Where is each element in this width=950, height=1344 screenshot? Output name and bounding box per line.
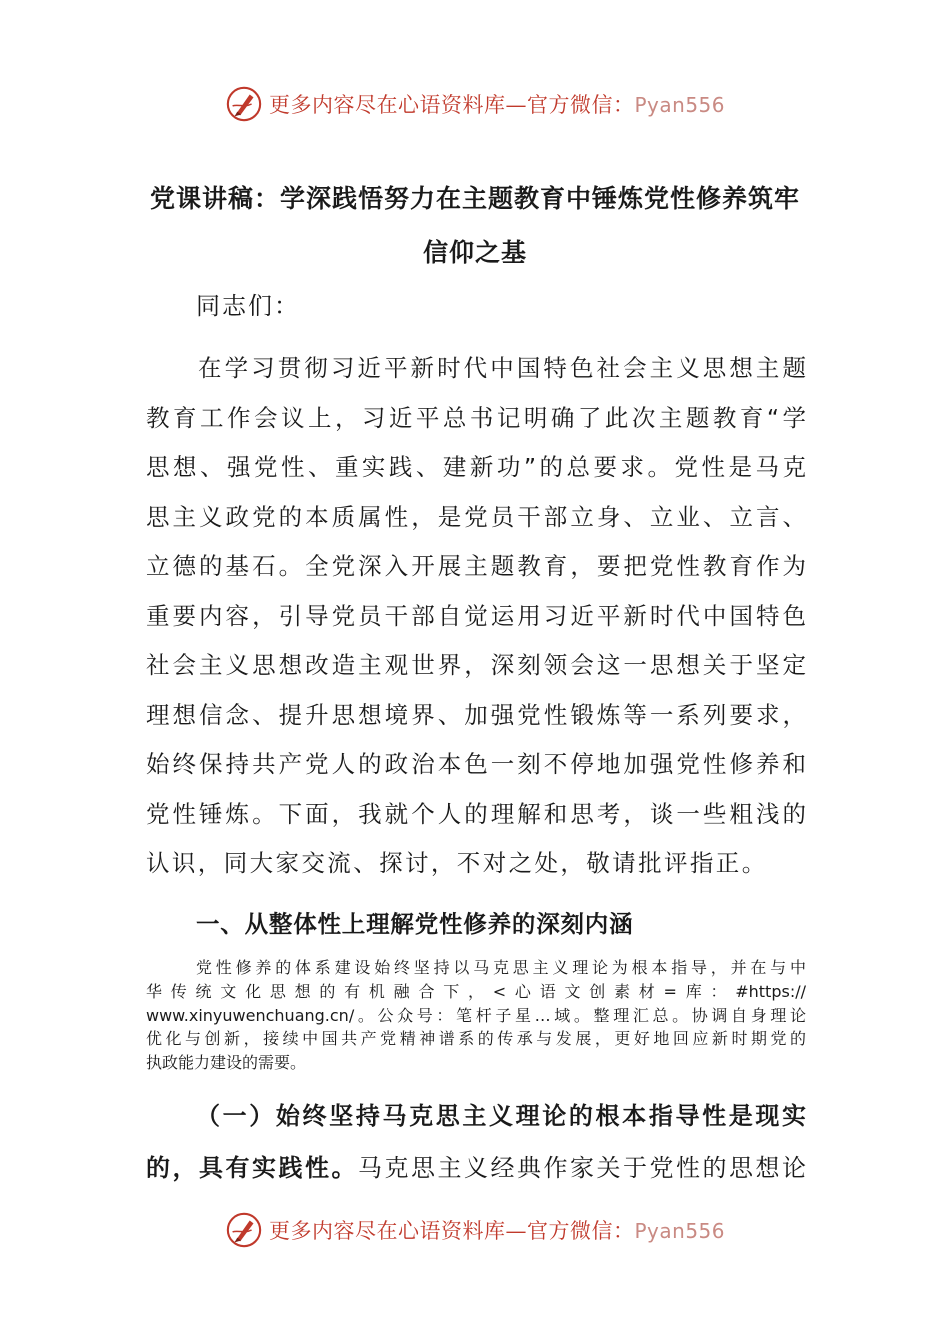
paragraph-line: 始终保持共产党人的政治本色一刻不停地加强党性修养和 (146, 750, 806, 778)
paragraph-line: 立德的基石。全党深入开展主题教育，要把党性教育作为 (146, 552, 806, 580)
paragraph-line: 思想、强党性、重实践、建新功”的总要求。党性是马克 (146, 453, 806, 481)
banner-label: 更多内容尽在心语资料库—官方微信： (268, 93, 635, 117)
salutation: 同志们： (196, 292, 300, 320)
paragraph-line: 教育工作会议上，习近平总书记明确了此次主题教育“学 (146, 403, 806, 432)
banner-text (269, 89, 725, 119)
paragraph-line: 党性锤炼。下面，我就个人的理解和思考，谈一些粗浅的 (146, 799, 806, 828)
small-paragraph (146, 956, 806, 1075)
subsection-line-1 (146, 1090, 806, 1142)
banner-label: 更多内容尽在心语资料库—官方微信： (268, 1219, 635, 1243)
small-line: 优化与创新，接续中国共产党精神谱系的传承与发展，更好地回应新时期党的 (146, 1029, 806, 1049)
footer-banner[interactable] (0, 1208, 950, 1252)
document-title (140, 172, 810, 280)
title-line-1: 党课讲稿：学深践悟努力在主题教育中锤炼党性修养筑牢 (149, 184, 800, 213)
paragraph-line: 在学习贯彻习近平新时代中国特色社会主义思想主题 (198, 354, 806, 382)
small-line: 执政能力建设的需要。 (146, 1053, 307, 1073)
intro-paragraph (146, 344, 806, 889)
banner-wechat-id: Pyan556 (634, 93, 725, 117)
paragraph-line: 思主义政党的本质属性，是党员干部立身、立业、立言、 (146, 502, 806, 531)
banner-wechat-id: Pyan556 (634, 1219, 725, 1243)
small-line: 华传统文化思想的有机融合下，<心语文创素材=库：#https:// (146, 981, 806, 1001)
subsection-body: 马克思主义经典作家关于党性的思想论 (358, 1154, 806, 1182)
paragraph-line: 理想信念、提升思想境界、加强党性锻炼等一系列要求， (146, 700, 806, 729)
subsection-1 (146, 1090, 806, 1194)
subsection-title: （一）始终坚持马克思主义理论的根本指导性是现实 (196, 1102, 806, 1130)
pen-nib-logo-icon (225, 85, 263, 123)
subsection-line-2 (146, 1142, 806, 1194)
title-line-2: 信仰之基 (422, 238, 527, 267)
paragraph-line: 社会主义思想改造主观世界，深刻领会这一思想关于坚定 (146, 651, 806, 679)
paragraph-line: 重要内容，引导党员干部自觉运用习近平新时代中国特色 (146, 601, 806, 630)
pen-nib-logo-icon (225, 1211, 263, 1249)
paragraph-line: 认识，同大家交流、探讨，不对之处，敬请批评指正。 (146, 849, 768, 877)
small-line: www.xinyuwenchuang.cn/。公众号：笔杆子星…域。整理汇总。协调自身理论 (146, 1005, 806, 1025)
banner-text (269, 1215, 725, 1245)
section-heading-1: 一、从整体性上理解党性修养的深刻内涵 (196, 910, 634, 938)
small-line: 党性修养的体系建设始终坚持以马克思主义理论为根本指导，并在与中 (196, 958, 806, 977)
subsection-title-cont: 的，具有实践性。 (146, 1154, 358, 1182)
header-banner[interactable] (0, 82, 950, 126)
